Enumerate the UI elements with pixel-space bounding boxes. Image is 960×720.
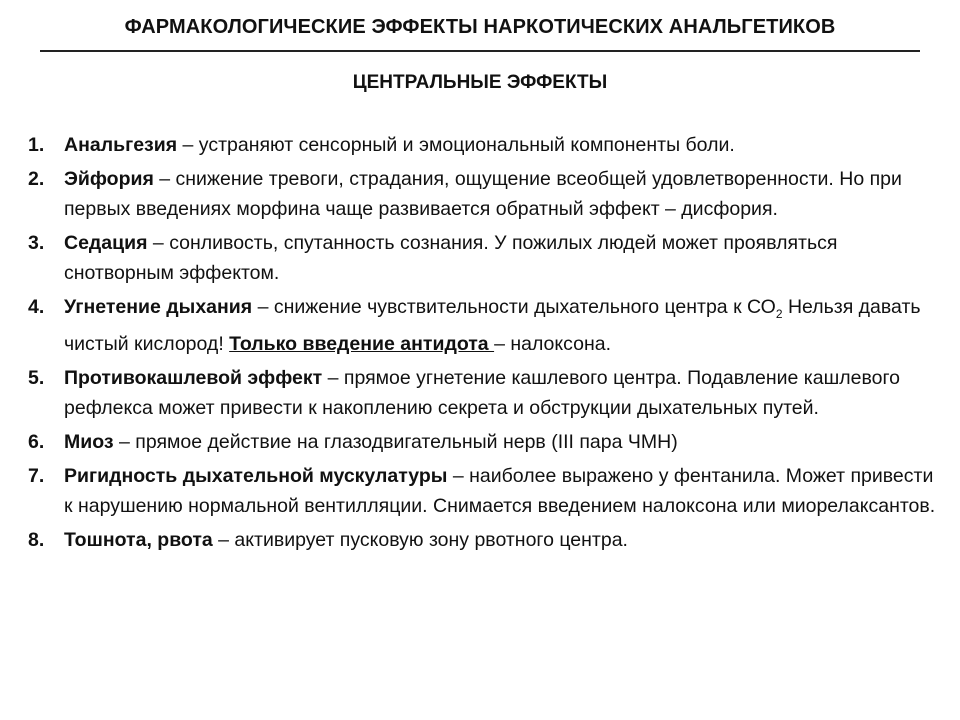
item-content — [64, 130, 938, 160]
item-text: – снижение тревоги, страдания, ощущение всеобщей удовлетворенности. Но при первых введениях морфина чаще развивается обратный эффект – дисфория. — [64, 168, 902, 220]
section-subtitle: ЦЕНТРАЛЬНЫЕ ЭФФЕКТЫ — [352, 72, 608, 93]
item-term: Противокашлевой эффект — [64, 366, 323, 389]
subscript-2: 2 — [775, 306, 783, 321]
item-text: – сонливость, спутанность сознания. У пожилых людей может проявляться снотворным эффектом. — [64, 232, 838, 284]
item-term: Анальгезия — [64, 134, 178, 156]
item-content — [64, 427, 938, 457]
item-term: Угнетение дыхания — [64, 296, 253, 318]
list-item — [28, 228, 938, 288]
item-term: Седация — [64, 232, 148, 254]
list-item — [28, 164, 938, 224]
title-divider — [40, 50, 920, 52]
item-text: – наиболее выражено у фентанила. Может привести к нарушению нормальной вентилляции. Снимается введением налоксона или миорелаксантов. — [64, 464, 936, 517]
item-text: – снижение чувствительности дыхательного центра к СО — [252, 296, 776, 318]
slide-title: ФАРМАКОЛОГИЧЕСКИЕ ЭФФЕКТЫ НАРКОТИЧЕСКИХ АНАЛЬГЕТИКОВ — [124, 16, 836, 38]
item-text: – прямое действие на глазодвигательный нерв (III пара ЧМН) — [113, 430, 678, 453]
item-number: 5. — [28, 366, 45, 389]
item-text: – прямое угнетение кашлевого центра. Подавление кашлевого рефлекса может привести к накоплению секрета и обструкции дыхательных путей. — [64, 366, 900, 419]
item-content — [64, 525, 938, 555]
item-term: Тошнота, рвота — [64, 528, 213, 551]
item-number: 2. — [28, 168, 45, 190]
item-text-antidote: – налоксона. — [494, 332, 611, 355]
item-term: Миоз — [64, 430, 114, 453]
item-term: Ригидность дыхательной мускулатуры — [64, 464, 448, 487]
list-item — [28, 461, 938, 521]
item-number: 4. — [28, 296, 45, 318]
item-term: Эйфория — [64, 168, 154, 190]
effects-list — [28, 130, 938, 559]
item-text: – устраняют сенсорный и эмоциональный компоненты боли. — [177, 134, 735, 156]
list-item — [28, 292, 938, 359]
item-content — [64, 228, 938, 288]
item-content — [64, 164, 938, 224]
item-content — [64, 461, 938, 521]
list-item — [28, 363, 938, 423]
list-item — [28, 130, 938, 160]
item-number: 8. — [28, 528, 45, 551]
item-text-warning: Нельзя давать чистый кислород! — [64, 296, 921, 355]
item-number: 7. — [28, 464, 45, 487]
item-number: 3. — [28, 232, 45, 254]
item-content — [64, 292, 938, 359]
item-text: – активирует пусковую зону рвотного центра. — [212, 528, 628, 551]
item-number: 6. — [28, 430, 45, 453]
list-item — [28, 427, 938, 457]
antidote-emphasis: Только введение антидота — [229, 332, 495, 355]
item-number: 1. — [28, 134, 45, 156]
list-item — [28, 525, 938, 555]
item-content — [64, 363, 938, 423]
